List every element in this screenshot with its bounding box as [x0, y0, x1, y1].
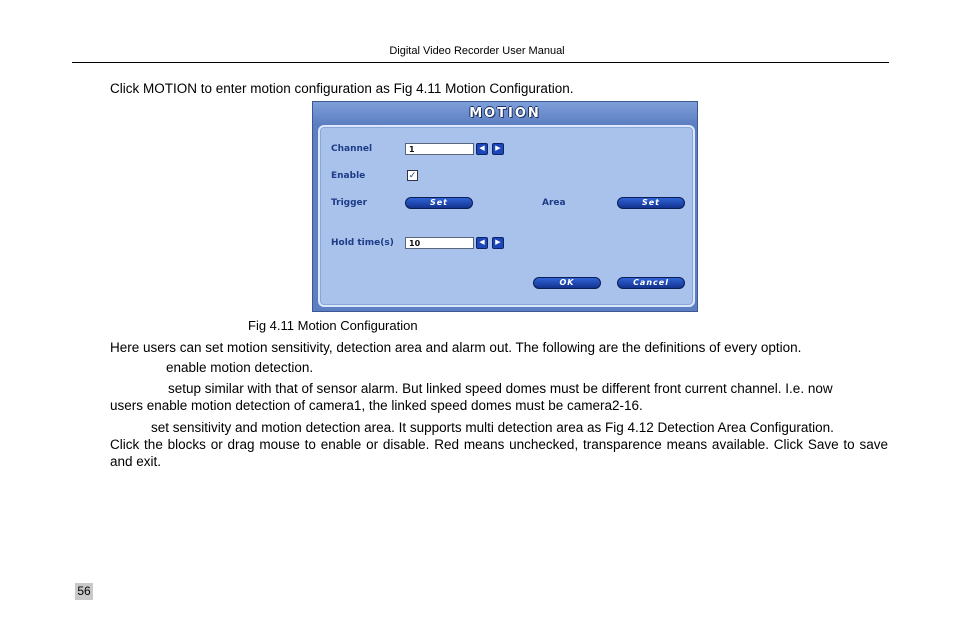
enable-label: Enable	[331, 171, 366, 181]
channel-field[interactable]: 1	[405, 143, 474, 155]
ok-button[interactable]: OK	[533, 277, 601, 289]
cancel-button[interactable]: Cancel	[617, 277, 685, 289]
dialog-title: MOTION	[469, 106, 541, 121]
trigger-label: Trigger	[331, 198, 368, 208]
dialog-panel	[318, 125, 695, 307]
intro-text: Click MOTION to enter motion configuration as Fig 4.11 Motion Configuration.	[110, 81, 574, 96]
hold-time-next-arrow-icon[interactable]: ▶	[492, 237, 504, 249]
page-number: 56	[75, 583, 93, 600]
channel-prev-arrow-icon[interactable]: ◀	[476, 143, 488, 155]
trigger-description-line2: users enable motion detection of camera1, the linked speed domes must be camera2-16.	[110, 398, 643, 413]
figure-caption: Fig 4.11 Motion Configuration	[248, 318, 418, 333]
area-set-button[interactable]: Set	[617, 197, 685, 209]
enable-description: enable motion detection.	[166, 360, 314, 375]
channel-label: Channel	[331, 144, 373, 154]
area-label: Area	[542, 198, 566, 208]
trigger-description-line1: setup similar with that of sensor alarm. But linked speed domes must be different front current channel. I.e. now	[168, 381, 833, 396]
page-header: Digital Video Recorder User Manual	[389, 45, 565, 57]
trigger-set-button[interactable]: Set	[405, 197, 473, 209]
enable-checkbox[interactable]: ✓	[408, 170, 417, 180]
area-description-line1: set sensitivity and motion detection area. It supports multi detection area as Fig 4.12 Detection Area Configuration.	[151, 420, 834, 435]
body-paragraph-1: Here users can set motion sensitivity, detection area and alarm out. The following are the definitions of every option.	[110, 340, 802, 355]
area-description-line2: Click the blocks or drag mouse to enable or disable. Red means unchecked, transparence means available. Click Save to save and exit.	[110, 437, 888, 469]
hold-time-prev-arrow-icon[interactable]: ◀	[476, 237, 488, 249]
header-rule	[72, 62, 889, 63]
motion-dialog	[312, 101, 698, 312]
hold-time-label: Hold time(s)	[331, 238, 394, 248]
hold-time-field[interactable]: 10	[405, 237, 474, 249]
channel-next-arrow-icon[interactable]: ▶	[492, 143, 504, 155]
